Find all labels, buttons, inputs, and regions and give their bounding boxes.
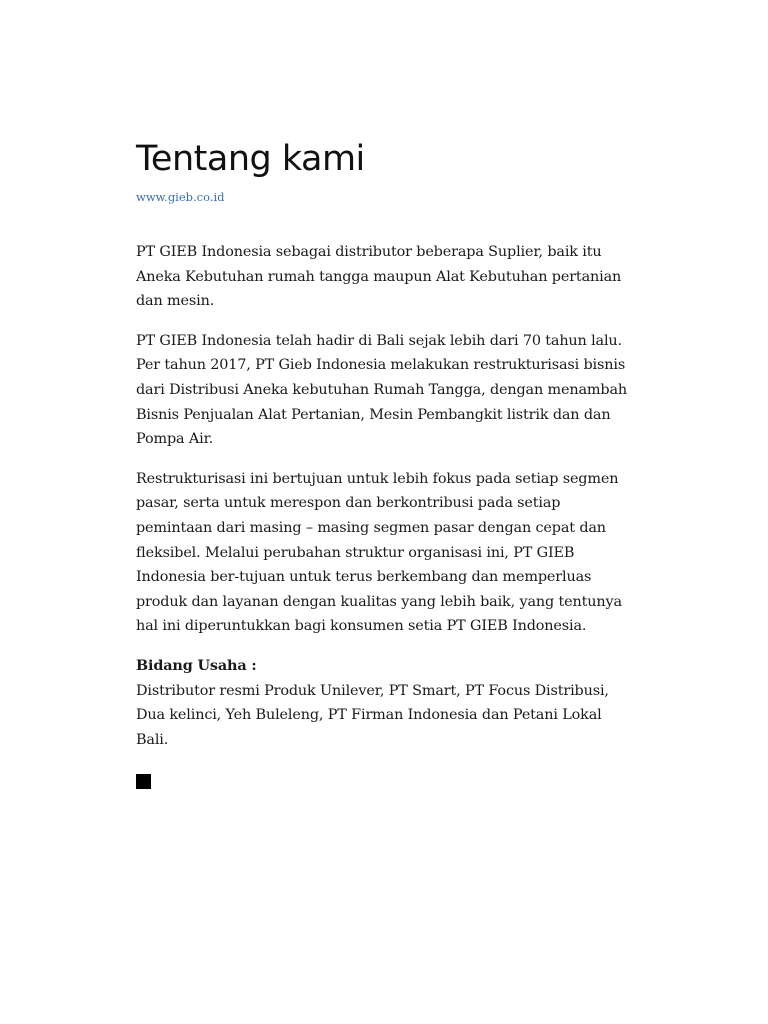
business-description: Distributor resmi Produk Unilever, PT Smart, PT Focus Distribusi, Dua kelinci, Yeh Buleleng, PT Firman Indonesia dan Petani Lokal Bali. bbox=[136, 682, 609, 748]
page-title: Tentang kami bbox=[136, 139, 365, 179]
website-link[interactable]: www.gieb.co.id bbox=[136, 190, 225, 204]
paragraph-intro: PT GIEB Indonesia sebagai distributor beberapa Suplier, baik itu Aneka Kebutuhan rumah tangga maupun Alat Kebutuhan pertanian dan mesin. bbox=[136, 244, 622, 310]
end-mark-square-icon bbox=[136, 774, 151, 789]
paragraph-history: PT GIEB Indonesia telah hadir di Bali sejak lebih dari 70 tahun lalu. Per tahun 2017, PT Gieb Indonesia melakukan restrukturisasi bisnis dari Distribusi Aneka kebutuhan Rumah Tangga, dengan menambah Bisnis Penjualan Alat Pertanian, Mesin Pembangkit listrik dan dan Pompa Air. bbox=[136, 332, 628, 448]
paragraph-restructuring: Restrukturisasi ini bertujuan untuk lebih fokus pada setiap segmen pasar, serta untuk merespon dan berkontribusi pada setiap pemintaan dari masing – masing segmen pasar dengan cepat dan fleksibel. Melalui perubahan struktur organisasi ini, PT GIEB Indonesia ber-tujuan untuk terus berkembang dan memperluas produk dan layanan dengan kualitas yang lebih baik, yang tentunya hal ini diperuntukkan bagi konsumen setia PT GIEB Indonesia. bbox=[136, 470, 622, 635]
document-page bbox=[136, 132, 636, 789]
business-heading: Bidang Usaha : bbox=[136, 656, 257, 674]
document-body bbox=[136, 240, 636, 752]
